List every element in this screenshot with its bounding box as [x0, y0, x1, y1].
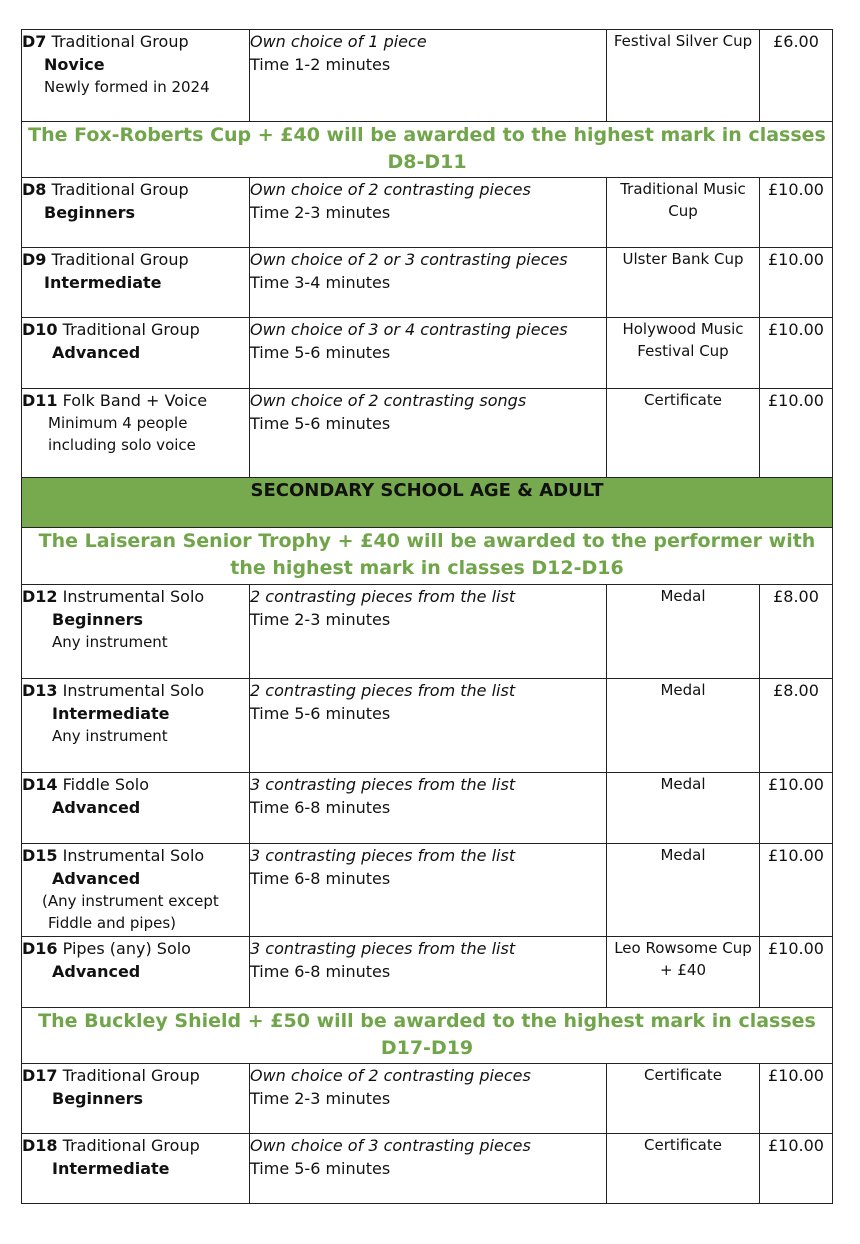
time-limit: Time 5-6 minutes — [250, 343, 391, 362]
class-name: Traditional Group — [62, 320, 200, 339]
class-code: D13 — [22, 681, 58, 700]
piece-requirement: 3 contrasting pieces from the list — [250, 939, 516, 958]
class-code: D8 — [22, 180, 47, 199]
syllabus-table — [21, 29, 833, 1204]
class-row — [22, 1134, 833, 1204]
time-limit: Time 6-8 minutes — [250, 962, 391, 981]
class-code: D15 — [22, 846, 58, 865]
piece-requirement: Own choice of 3 contrasting pieces — [250, 1136, 531, 1155]
class-note: (Any instrument except — [42, 892, 219, 910]
class-row — [22, 679, 833, 773]
entry-fee: £10.00 — [760, 318, 833, 389]
piece-requirement: 3 contrasting pieces from the list — [250, 775, 516, 794]
award-banner-row — [22, 528, 833, 585]
class-level: Intermediate — [52, 1159, 170, 1178]
award-cell: Certificate — [607, 1134, 760, 1204]
class-name: Instrumental Solo — [62, 587, 205, 606]
class-cell — [22, 318, 250, 389]
entry-fee: £10.00 — [760, 178, 833, 248]
time-limit: Time 5-6 minutes — [250, 1159, 391, 1178]
time-limit: Time 6-8 minutes — [250, 869, 391, 888]
requirements-cell — [250, 318, 607, 389]
class-code: D9 — [22, 250, 47, 269]
class-level: Beginners — [44, 203, 136, 222]
class-level: Intermediate — [44, 273, 162, 292]
award-cell: Certificate — [607, 389, 760, 478]
class-name: Traditional Group — [62, 1066, 200, 1085]
requirements-cell — [250, 30, 607, 122]
time-limit: Time 2-3 minutes — [250, 1089, 391, 1108]
class-row — [22, 1064, 833, 1134]
time-limit: Time 3-4 minutes — [250, 273, 391, 292]
award-cell: Traditional Music Cup — [607, 178, 760, 248]
class-name: Fiddle Solo — [62, 775, 149, 794]
class-cell — [22, 389, 250, 478]
class-code: D12 — [22, 587, 58, 606]
award-cell: Certificate — [607, 1064, 760, 1134]
class-code: D11 — [22, 391, 58, 410]
class-row — [22, 389, 833, 478]
class-note: Newly formed in 2024 — [44, 78, 210, 96]
class-row — [22, 318, 833, 389]
class-note: Any instrument — [52, 633, 168, 651]
class-note: Any instrument — [52, 727, 168, 745]
class-cell — [22, 30, 250, 122]
entry-fee: £10.00 — [760, 844, 833, 937]
piece-requirement: Own choice of 2 contrasting pieces — [250, 1066, 531, 1085]
class-code: D14 — [22, 775, 58, 794]
award-banner: The Buckley Shield + £50 will be awarded to the highest mark in classes D17-D19 — [22, 1008, 833, 1064]
requirements-cell — [250, 844, 607, 937]
requirements-cell — [250, 773, 607, 844]
entry-fee: £8.00 — [760, 679, 833, 773]
class-name: Instrumental Solo — [62, 681, 205, 700]
time-limit: Time 6-8 minutes — [250, 798, 391, 817]
class-code: D18 — [22, 1136, 58, 1155]
requirements-cell — [250, 1064, 607, 1134]
class-cell — [22, 178, 250, 248]
entry-fee: £10.00 — [760, 773, 833, 844]
award-cell: Festival Silver Cup — [607, 30, 760, 122]
class-level: Novice — [44, 55, 105, 74]
requirements-cell — [250, 248, 607, 318]
piece-requirement: Own choice of 2 contrasting songs — [250, 391, 527, 410]
piece-requirement: Own choice of 2 or 3 contrasting pieces — [250, 250, 568, 269]
class-row — [22, 30, 833, 122]
class-row — [22, 248, 833, 318]
time-limit: Time 2-3 minutes — [250, 610, 391, 629]
class-code: D10 — [22, 320, 58, 339]
class-name: Pipes (any) Solo — [62, 939, 191, 958]
class-row — [22, 773, 833, 844]
class-cell — [22, 679, 250, 773]
time-limit: Time 1-2 minutes — [250, 55, 391, 74]
class-level: Beginners — [52, 610, 144, 629]
class-row — [22, 844, 833, 937]
award-banner: The Laiseran Senior Trophy + £40 will be awarded to the performer with the highest mark in classes D12-D16 — [22, 528, 833, 585]
class-level: Advanced — [52, 962, 141, 981]
piece-requirement: Own choice of 3 or 4 contrasting pieces — [250, 320, 568, 339]
class-row — [22, 937, 833, 1008]
class-code: D7 — [22, 32, 47, 51]
class-code: D16 — [22, 939, 58, 958]
class-cell — [22, 773, 250, 844]
award-banner: The Fox-Roberts Cup + £40 will be awarded to the highest mark in classes D8-D11 — [22, 122, 833, 178]
class-row — [22, 178, 833, 248]
requirements-cell — [250, 679, 607, 773]
section-heading: SECONDARY SCHOOL AGE & ADULT — [22, 478, 833, 528]
time-limit: Time 5-6 minutes — [250, 704, 391, 723]
class-name: Traditional Group — [51, 250, 189, 269]
entry-fee: £10.00 — [760, 937, 833, 1008]
requirements-cell — [250, 937, 607, 1008]
entry-fee: £10.00 — [760, 1134, 833, 1204]
requirements-cell — [250, 585, 607, 679]
class-name: Traditional Group — [51, 180, 189, 199]
award-cell: Holywood Music Festival Cup — [607, 318, 760, 389]
entry-fee: £10.00 — [760, 248, 833, 318]
award-cell: Medal — [607, 844, 760, 937]
section-header-row — [22, 478, 833, 528]
piece-requirement: 2 contrasting pieces from the list — [250, 681, 516, 700]
class-cell — [22, 1064, 250, 1134]
class-cell — [22, 248, 250, 318]
piece-requirement: Own choice of 2 contrasting pieces — [250, 180, 531, 199]
class-note: including solo voice — [48, 436, 196, 454]
requirements-cell — [250, 389, 607, 478]
class-cell — [22, 1134, 250, 1204]
time-limit: Time 5-6 minutes — [250, 414, 391, 433]
requirements-cell — [250, 178, 607, 248]
class-level: Intermediate — [52, 704, 170, 723]
piece-requirement: 3 contrasting pieces from the list — [250, 846, 516, 865]
class-cell — [22, 844, 250, 937]
entry-fee: £10.00 — [760, 389, 833, 478]
award-banner-row — [22, 122, 833, 178]
class-note: Minimum 4 people — [48, 414, 188, 432]
class-row — [22, 585, 833, 679]
class-name: Instrumental Solo — [62, 846, 205, 865]
entry-fee: £8.00 — [760, 585, 833, 679]
piece-requirement: 2 contrasting pieces from the list — [250, 587, 516, 606]
class-level: Advanced — [52, 869, 141, 888]
class-name: Traditional Group — [62, 1136, 200, 1155]
entry-fee: £6.00 — [760, 30, 833, 122]
award-cell: Ulster Bank Cup — [607, 248, 760, 318]
award-cell: Medal — [607, 585, 760, 679]
award-cell: Leo Rowsome Cup + £40 — [607, 937, 760, 1008]
class-level: Beginners — [52, 1089, 144, 1108]
entry-fee: £10.00 — [760, 1064, 833, 1134]
piece-requirement: Own choice of 1 piece — [250, 32, 427, 51]
class-name: Folk Band + Voice — [62, 391, 208, 410]
award-banner-row — [22, 1008, 833, 1064]
requirements-cell — [250, 1134, 607, 1204]
class-cell — [22, 937, 250, 1008]
time-limit: Time 2-3 minutes — [250, 203, 391, 222]
class-level: Advanced — [52, 798, 141, 817]
syllabus-rows — [22, 30, 833, 1204]
class-code: D17 — [22, 1066, 58, 1085]
class-cell — [22, 585, 250, 679]
award-cell: Medal — [607, 773, 760, 844]
class-level: Advanced — [52, 343, 141, 362]
class-note: Fiddle and pipes) — [48, 914, 177, 932]
award-cell: Medal — [607, 679, 760, 773]
class-name: Traditional Group — [51, 32, 189, 51]
